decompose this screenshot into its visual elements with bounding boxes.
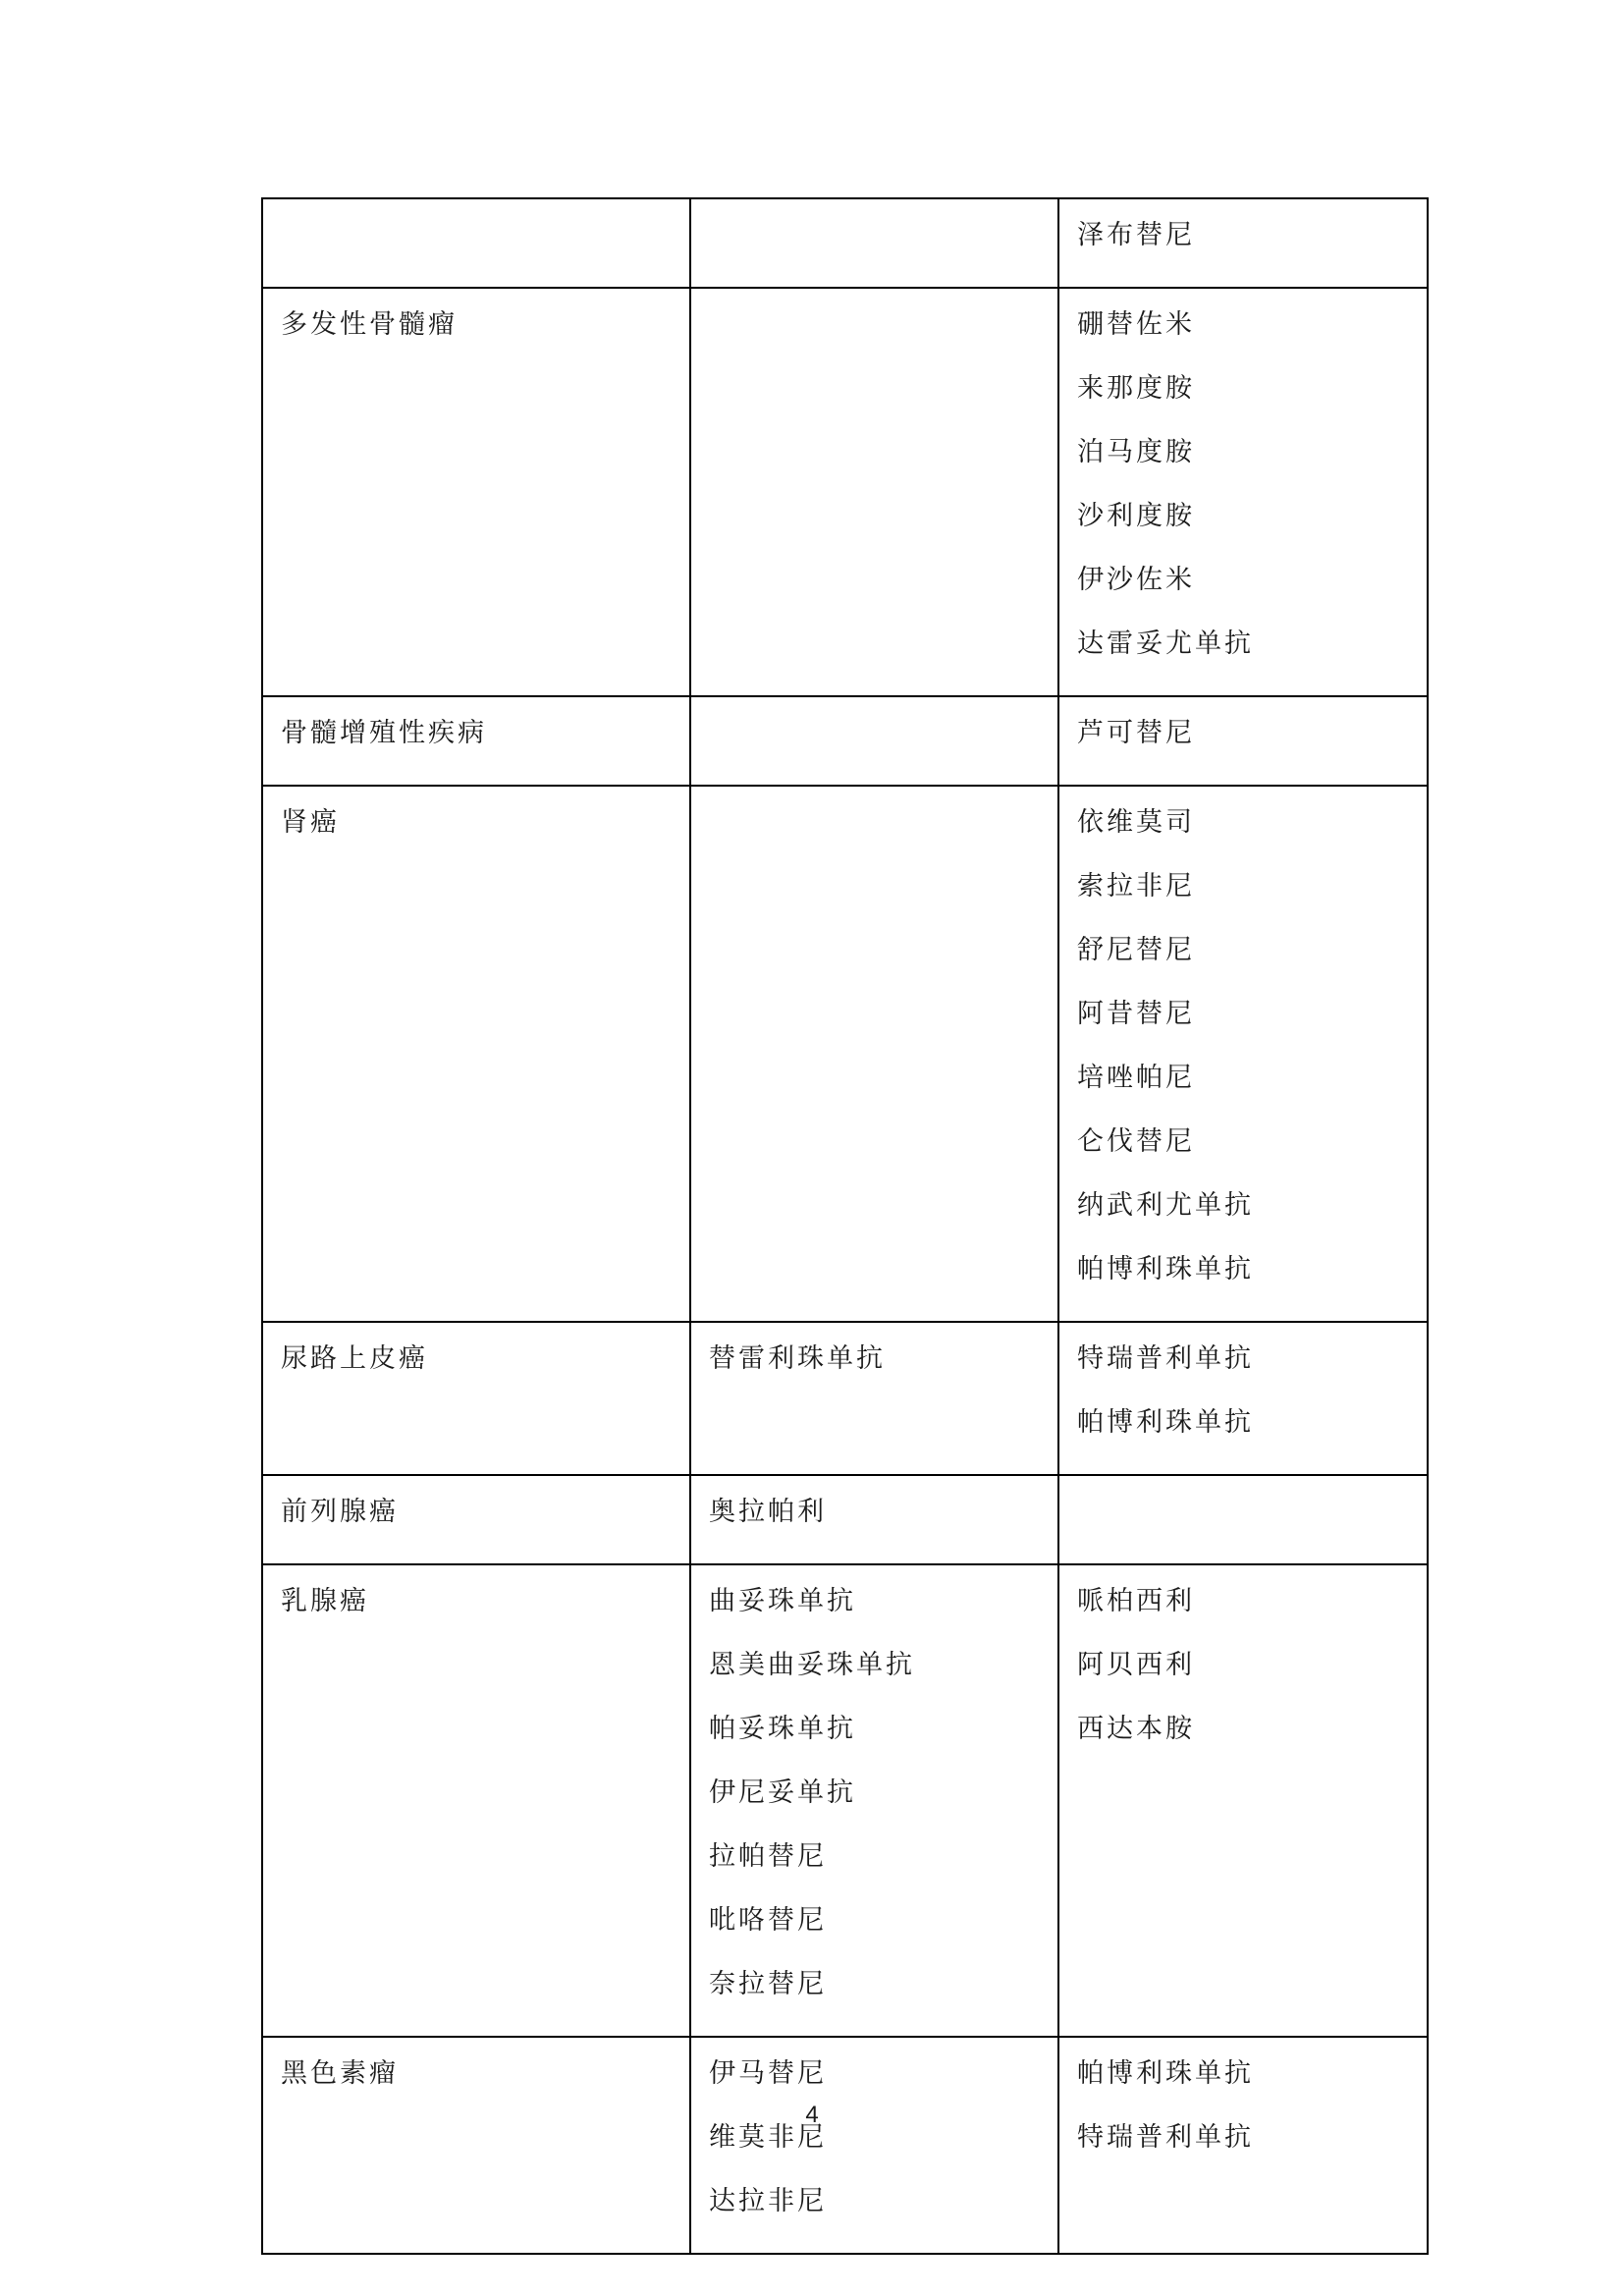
drug-name: 曲妥珠单抗 [709, 1586, 856, 1616]
disease-cell [262, 696, 690, 786]
drug-name: 哌柏西利 [1077, 1586, 1195, 1616]
drug-name: 帕博利珠单抗 [1077, 2058, 1254, 2089]
drug-name: 吡咯替尼 [709, 1905, 827, 1936]
drug-cell-column-a [690, 786, 1058, 1322]
drug-name: 仑伐替尼 [1077, 1126, 1195, 1157]
disease-cell [262, 1322, 690, 1475]
disease-name: 乳腺癌 [281, 1586, 369, 1616]
disease-cell [262, 786, 690, 1322]
disease-name: 尿路上皮癌 [281, 1343, 428, 1374]
page-number: 4 [805, 2102, 819, 2128]
drug-name: 索拉非尼 [1077, 871, 1195, 902]
drug-name: 伊沙佐米 [1077, 565, 1195, 595]
table-row [262, 1564, 1428, 2037]
drug-name: 特瑞普利单抗 [1077, 1343, 1254, 1374]
table-row [262, 2037, 1428, 2254]
drug-name: 帕博利珠单抗 [1077, 1407, 1254, 1438]
disease-name: 肾癌 [281, 807, 340, 838]
drug-name: 阿贝西利 [1077, 1650, 1195, 1680]
drug-cell-column-b [1058, 1564, 1428, 2037]
drug-cell-column-a [690, 1564, 1058, 2037]
drug-name: 恩美曲妥珠单抗 [709, 1650, 915, 1680]
drug-name: 芦可替尼 [1077, 718, 1195, 748]
drug-name: 帕博利珠单抗 [1077, 1254, 1254, 1285]
table-row [262, 786, 1428, 1322]
drug-table [261, 197, 1429, 2255]
disease-name [281, 213, 672, 277]
drug-cell-column-a [690, 288, 1058, 696]
disease-name: 前列腺癌 [281, 1497, 399, 1527]
disease-cell [262, 1564, 690, 2037]
drug-cell-column-a [690, 696, 1058, 786]
drug-name: 伊马替尼 [709, 2058, 827, 2089]
drug-name: 达雷妥尤单抗 [1077, 629, 1254, 659]
drug-name: 拉帕替尼 [709, 1841, 827, 1872]
drug-cell-column-b [1058, 696, 1428, 786]
drug-cell-column-b [1058, 1475, 1428, 1564]
disease-name: 多发性骨髓瘤 [281, 309, 458, 340]
table-row [262, 288, 1428, 696]
disease-cell [262, 2037, 690, 2254]
drug-cell-column-a [690, 2037, 1058, 2254]
table-body [262, 198, 1428, 2254]
drug-name: 沙利度胺 [1077, 501, 1195, 531]
drug-name: 来那度胺 [1077, 373, 1195, 404]
drug-cell-column-b [1058, 1322, 1428, 1475]
drug-name: 特瑞普利单抗 [1077, 2122, 1254, 2153]
drug-name: 奥拉帕利 [709, 1497, 827, 1527]
drug-name: 帕妥珠单抗 [709, 1714, 856, 1744]
drug-name: 维莫非尼 [709, 2122, 827, 2153]
drug-name: 伊尼妥单抗 [709, 1777, 856, 1808]
disease-cell [262, 198, 690, 288]
drug-cell-column-b [1058, 288, 1428, 696]
drug-cell-column-a [690, 198, 1058, 288]
drug-name: 泽布替尼 [1077, 220, 1195, 250]
table-row [262, 1475, 1428, 1564]
disease-name: 骨髓增殖性疾病 [281, 718, 487, 748]
drug-name: 阿昔替尼 [1077, 999, 1195, 1029]
drug-name: 纳武利尤单抗 [1077, 1190, 1254, 1221]
table-row [262, 198, 1428, 288]
disease-name: 黑色素瘤 [281, 2058, 399, 2089]
drug-name: 西达本胺 [1077, 1714, 1195, 1744]
drug-name: 达拉非尼 [709, 2186, 827, 2216]
drug-cell-column-b [1058, 198, 1428, 288]
drug-cell-column-b [1058, 786, 1428, 1322]
drug-name: 泊马度胺 [1077, 437, 1195, 467]
table-row [262, 696, 1428, 786]
drug-name: 舒尼替尼 [1077, 935, 1195, 965]
drug-name: 奈拉替尼 [709, 1969, 827, 1999]
drug-cell-column-a [690, 1475, 1058, 1564]
drug-name: 替雷利珠单抗 [709, 1343, 886, 1374]
drug-name: 依维莫司 [1077, 807, 1195, 838]
table-row [262, 1322, 1428, 1475]
drug-cell-column-b [1058, 2037, 1428, 2254]
disease-cell [262, 1475, 690, 1564]
drug-cell-column-a [690, 1322, 1058, 1475]
drug-name: 硼替佐米 [1077, 309, 1195, 340]
disease-cell [262, 288, 690, 696]
drug-name: 培唑帕尼 [1077, 1063, 1195, 1093]
